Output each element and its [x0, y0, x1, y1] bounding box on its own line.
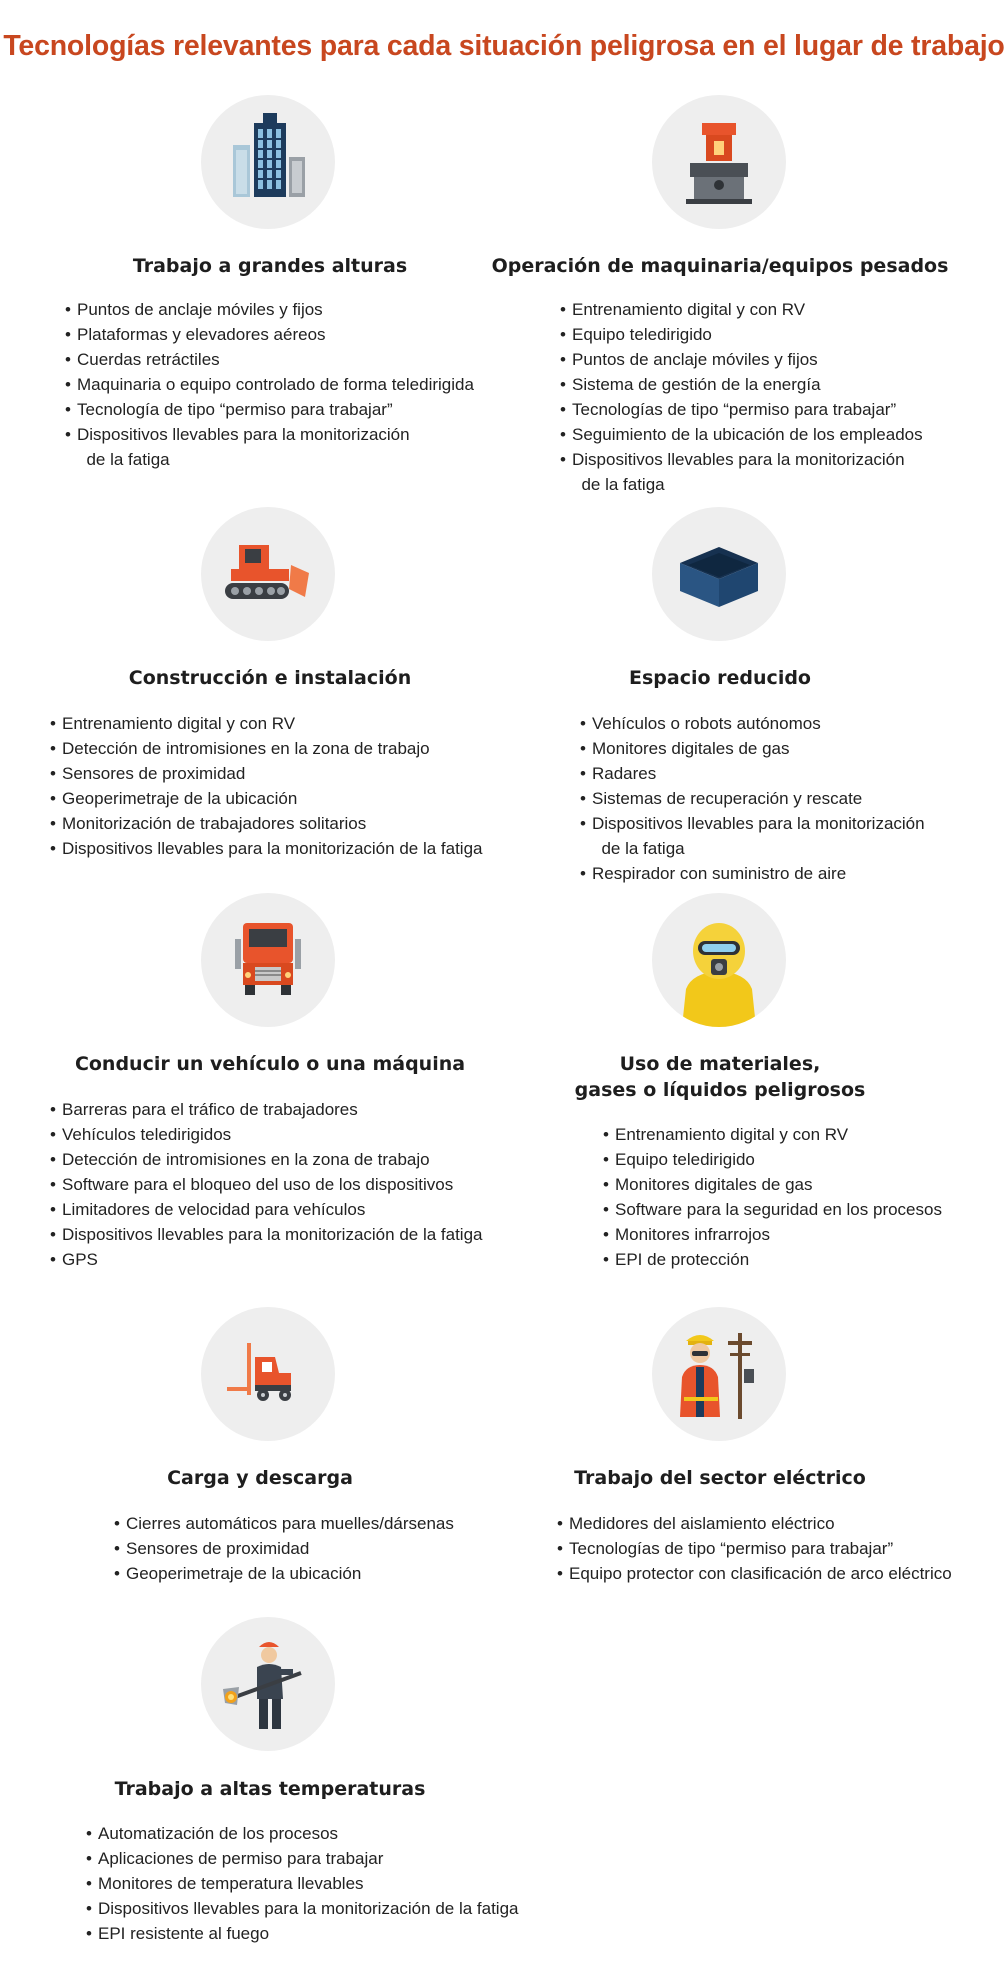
list-item: • Sensores de proximidad [50, 761, 483, 786]
list-item: • Vehículos o robots autónomos [580, 711, 925, 736]
list-item: • Monitores infrarrojos [603, 1222, 942, 1247]
list-item: • Software para la seguridad en los procesos [603, 1197, 942, 1222]
section-title: Trabajo a grandes alturas [132, 255, 408, 277]
technology-list [65, 297, 474, 472]
open-box-icon [652, 507, 786, 641]
section-title: Espacio reducido [629, 667, 811, 689]
skyscraper-icon [201, 95, 335, 229]
list-item: • Equipo protector con clasificación de arco eléctrico [557, 1561, 952, 1586]
list-item: • Geoperimetraje de la ubicación [50, 786, 483, 811]
list-item: • Detección de intromisiones en la zona de trabajo [50, 1147, 483, 1172]
section-title: Trabajo a altas temperaturas [114, 1778, 426, 1800]
list-item: • Dispositivos llevables para la monitorización de la fatiga [50, 1222, 483, 1247]
list-item: • Entrenamiento digital y con RV [603, 1122, 942, 1147]
list-item: • Tecnologías de tipo “permiso para trabajar” [560, 397, 923, 422]
hazmat-suit-icon [652, 893, 786, 1027]
list-item: • Dispositivos llevables para la monitorización de la fatiga [86, 1896, 519, 1921]
list-item: • Dispositivos llevables para la monitorización de la fatiga [580, 811, 925, 861]
list-item: • Vehículos teledirigidos [50, 1122, 483, 1147]
list-item: • Sistemas de recuperación y rescate [580, 786, 925, 811]
list-item: • Tecnologías de tipo “permiso para trabajar” [557, 1536, 952, 1561]
section-title: Carga y descarga [167, 1467, 353, 1489]
list-item: • Geoperimetraje de la ubicación [114, 1561, 454, 1586]
list-item: • Plataformas y elevadores aéreos [65, 322, 474, 347]
electrician-icon [652, 1307, 786, 1441]
section-title: Trabajo del sector eléctrico [574, 1467, 866, 1489]
technology-list [557, 1511, 952, 1586]
list-item: • Sistema de gestión de la energía [560, 372, 923, 397]
technology-list [50, 1097, 483, 1272]
list-item: • Equipo teledirigido [603, 1147, 942, 1172]
list-item: • Detección de intromisiones en la zona de trabajo [50, 736, 483, 761]
list-item: • Monitores de temperatura llevables [86, 1871, 519, 1896]
list-item: • Dispositivos llevables para la monitorización de la fatiga [50, 836, 483, 861]
list-item: • Puntos de anclaje móviles y fijos [65, 297, 474, 322]
list-item: • Seguimiento de la ubicación de los empleados [560, 422, 923, 447]
technology-list [603, 1122, 942, 1272]
list-item: • Software para el bloqueo del uso de los dispositivos [50, 1172, 483, 1197]
list-item: • Maquinaria o equipo controlado de forma teledirigida [65, 372, 474, 397]
technology-list [580, 711, 925, 886]
technology-list [86, 1821, 519, 1946]
list-item: • Cierres automáticos para muelles/dársenas [114, 1511, 454, 1536]
list-item: • Equipo teledirigido [560, 322, 923, 347]
heavy-press-icon [652, 95, 786, 229]
list-item: • Radares [580, 761, 925, 786]
technology-list [114, 1511, 454, 1586]
page-title: Tecnologías relevantes para cada situación peligrosa en el lugar de trabajo [3, 30, 1005, 62]
list-item: • Puntos de anclaje móviles y fijos [560, 347, 923, 372]
section-title: Construcción e instalación [128, 667, 412, 689]
section-title: Conducir un vehículo o una máquina [74, 1053, 466, 1075]
foundry-worker-icon [201, 1617, 335, 1751]
section-title: Uso de materiales, gases o líquidos peligrosos [574, 1053, 866, 1101]
list-item: • Tecnología de tipo “permiso para trabajar” [65, 397, 474, 422]
list-item: • Cuerdas retráctiles [65, 347, 474, 372]
bulldozer-icon [201, 507, 335, 641]
list-item: • Entrenamiento digital y con RV [50, 711, 483, 736]
list-item: • Monitores digitales de gas [580, 736, 925, 761]
list-item: • Limitadores de velocidad para vehículos [50, 1197, 483, 1222]
list-item: • Sensores de proximidad [114, 1536, 454, 1561]
technology-list [560, 297, 923, 497]
list-item: • Medidores del aislamiento eléctrico [557, 1511, 952, 1536]
list-item: • Respirador con suministro de aire [580, 861, 925, 886]
section-title: Operación de maquinaria/equipos pesados [491, 255, 949, 277]
forklift-icon [201, 1307, 335, 1441]
list-item: • Monitores digitales de gas [603, 1172, 942, 1197]
list-item: • Entrenamiento digital y con RV [560, 297, 923, 322]
list-item: • Automatización de los procesos [86, 1821, 519, 1846]
list-item: • EPI de protección [603, 1247, 942, 1272]
list-item: • Monitorización de trabajadores solitarios [50, 811, 483, 836]
technology-list [50, 711, 483, 861]
list-item: • GPS [50, 1247, 483, 1272]
list-item: • EPI resistente al fuego [86, 1921, 519, 1946]
list-item: • Dispositivos llevables para la monitorización de la fatiga [65, 422, 474, 472]
list-item: • Aplicaciones de permiso para trabajar [86, 1846, 519, 1871]
truck-icon [201, 893, 335, 1027]
list-item: • Barreras para el tráfico de trabajadores [50, 1097, 483, 1122]
list-item: • Dispositivos llevables para la monitorización de la fatiga [560, 447, 923, 497]
